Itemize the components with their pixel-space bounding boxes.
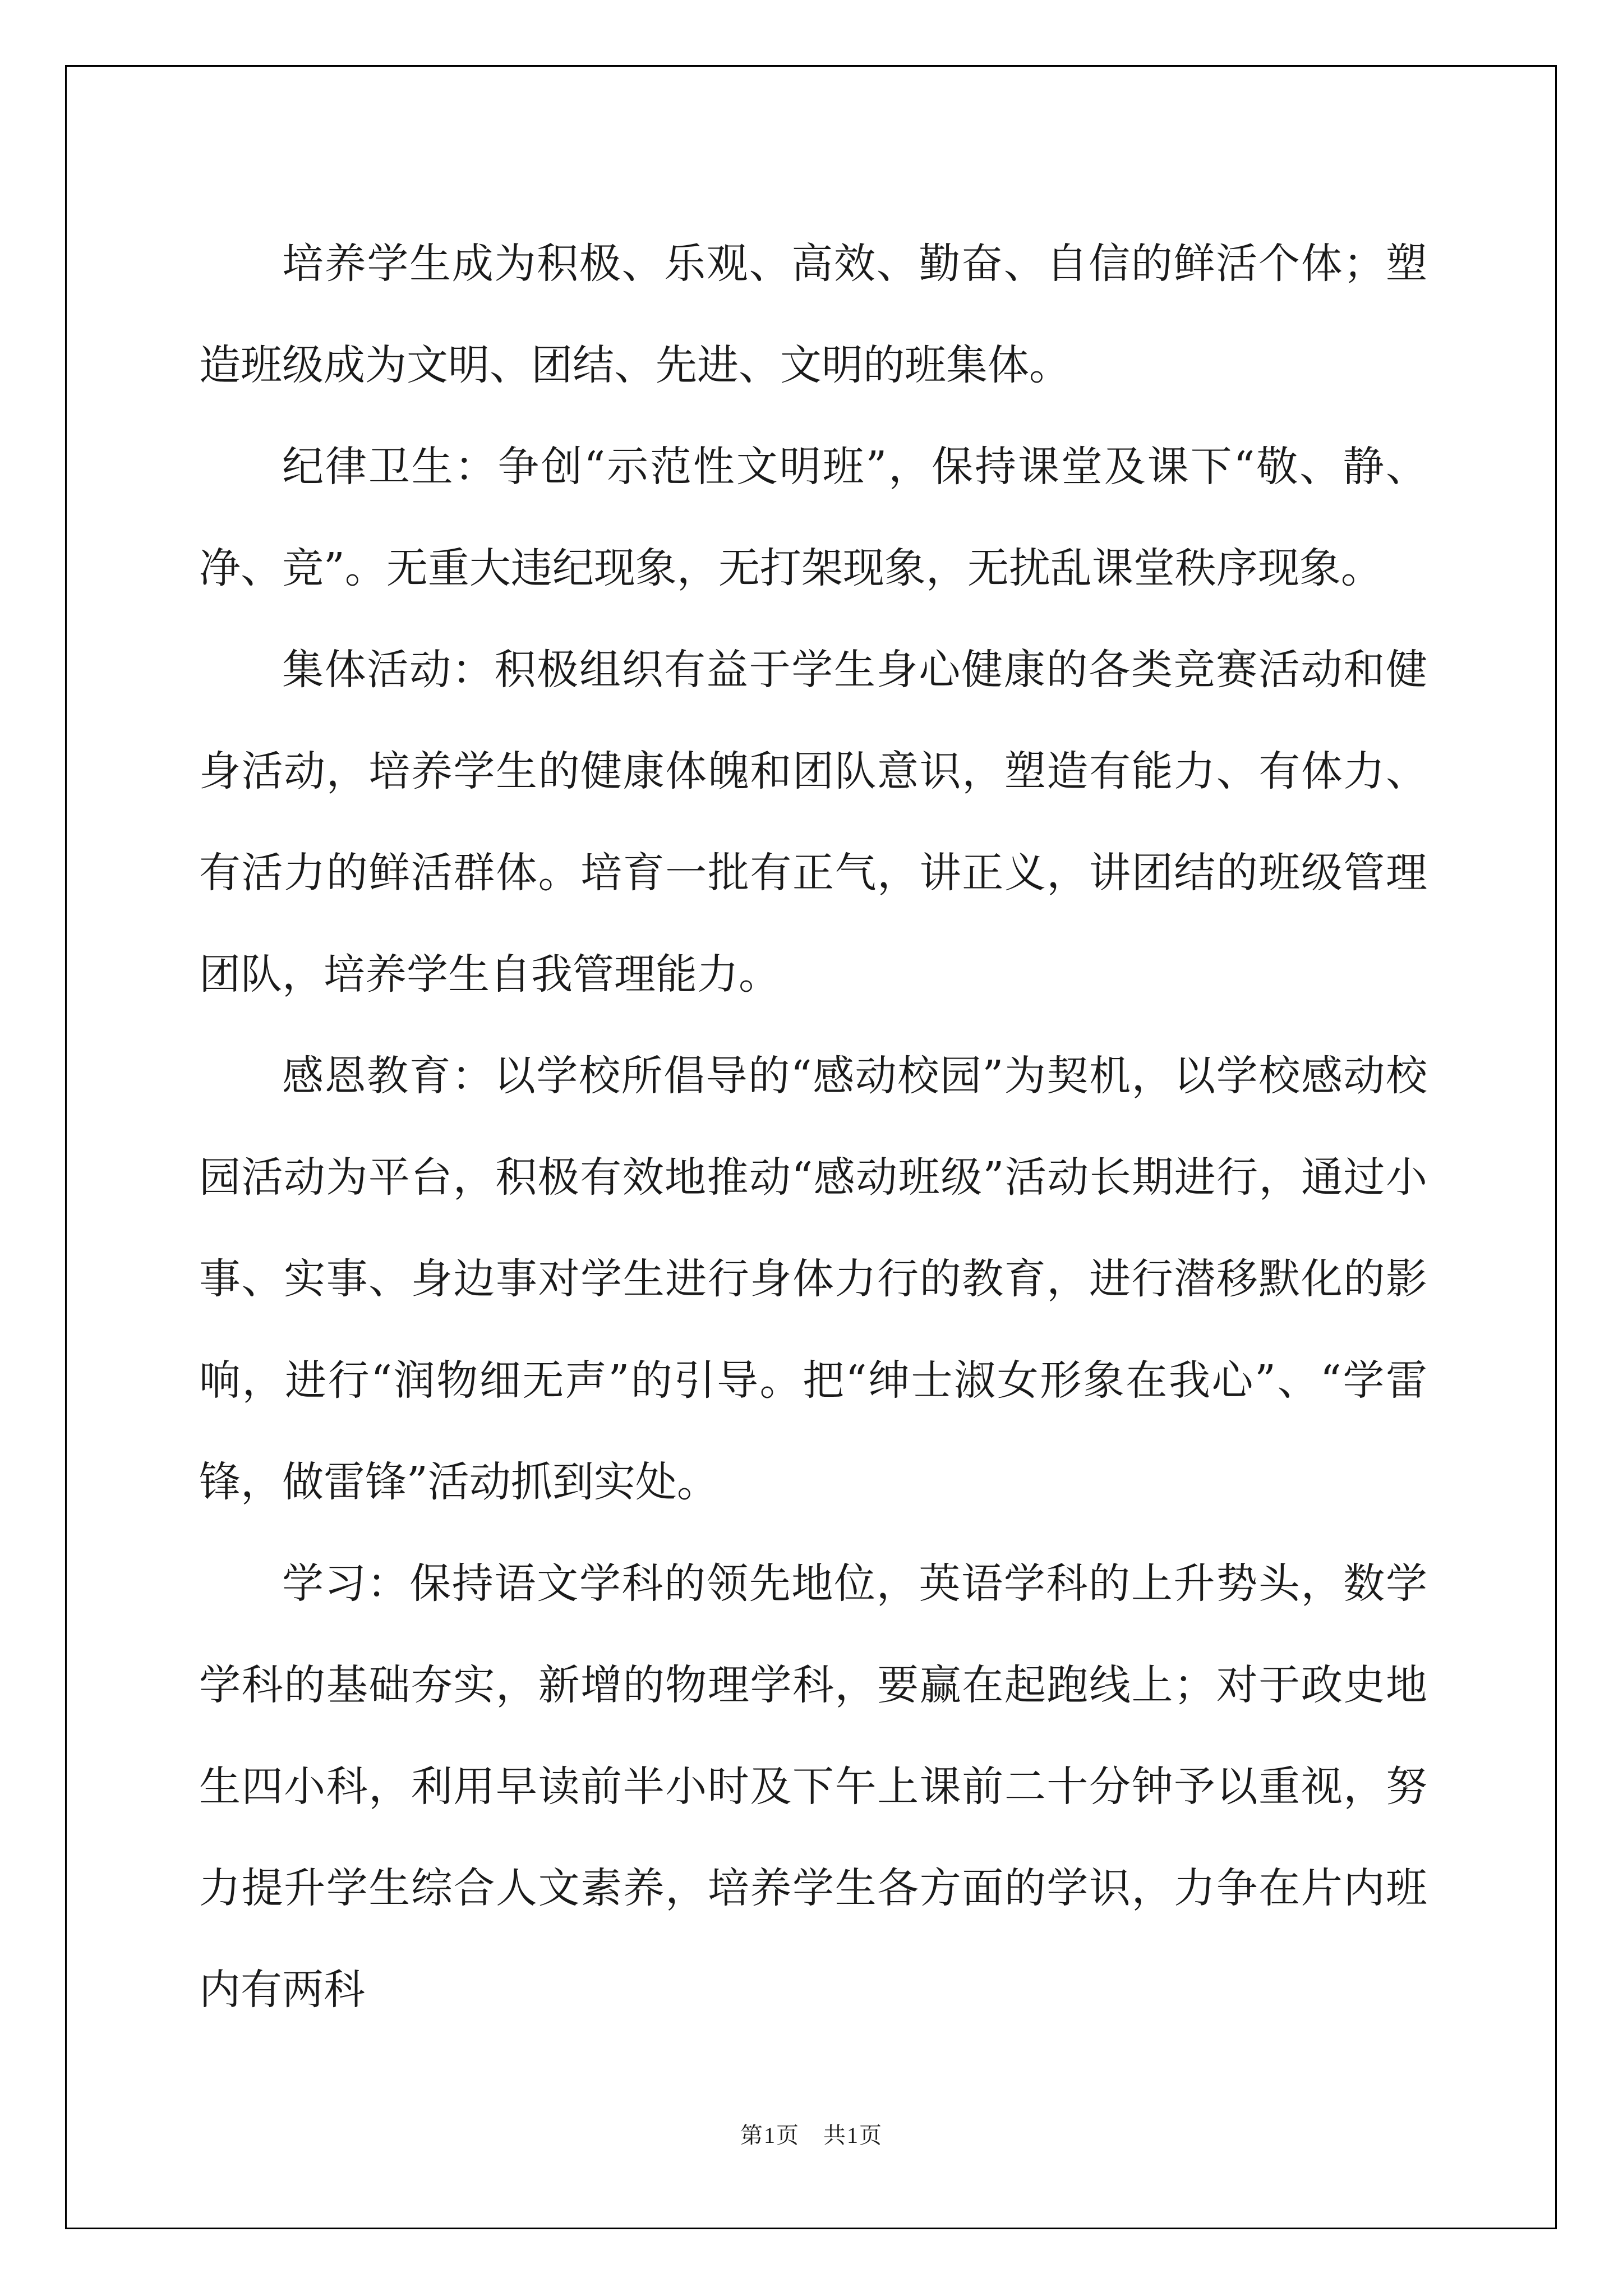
paragraph-study: 学习：保持语文学科的领先地位，英语学科的上升势头，数学学科的基础夯实，新增的物理学科，要赢在起跑线上；对于政史地生四小科，利用早读前半小时及下午上课前二十分钟予以重视，努力提升学生综合人文素养，培养学生各方面的学识，力争在片内班内有两科 (199, 1559, 1427, 2014)
paragraph-discipline: 纪律卫生：争创“示范性文明班”，保持课堂及课下“敬、静、净、竞”。无重大违纪现象，无打架现象，无扰乱课堂秩序现象。 (199, 443, 1427, 592)
document-body (199, 213, 1427, 2041)
paragraph-collective-activities: 集体活动：积极组织有益于学生身心健康的各类竞赛活动和健身活动，培养学生的健康体魄和团队意识，塑造有能力、有体力、有活力的鲜活群体。培育一批有正气，讲正义，讲团结的班级管理团队，培养学生自我管理能力。 (199, 646, 1427, 999)
paragraph-gratitude-education: 感恩教育：以学校所倡导的“感动校园”为契机，以学校感动校园活动为平台，积极有效地推动“感动班级”活动长期进行，通过小事、实事、身边事对学生进行身体力行的教育，进行潜移默化的影响，进行“润物细无声”的引导。把“绅士淑女形象在我心”、“学雷锋，做雷锋”活动抓到实处。 (199, 1052, 1427, 1506)
page-footer: 第1页 共1页 (740, 2123, 883, 2148)
paragraph-goals: 培养学生成为积极、乐观、高效、勤奋、自信的鲜活个体；塑造班级成为文明、团结、先进、文明的班集体。 (199, 240, 1427, 389)
